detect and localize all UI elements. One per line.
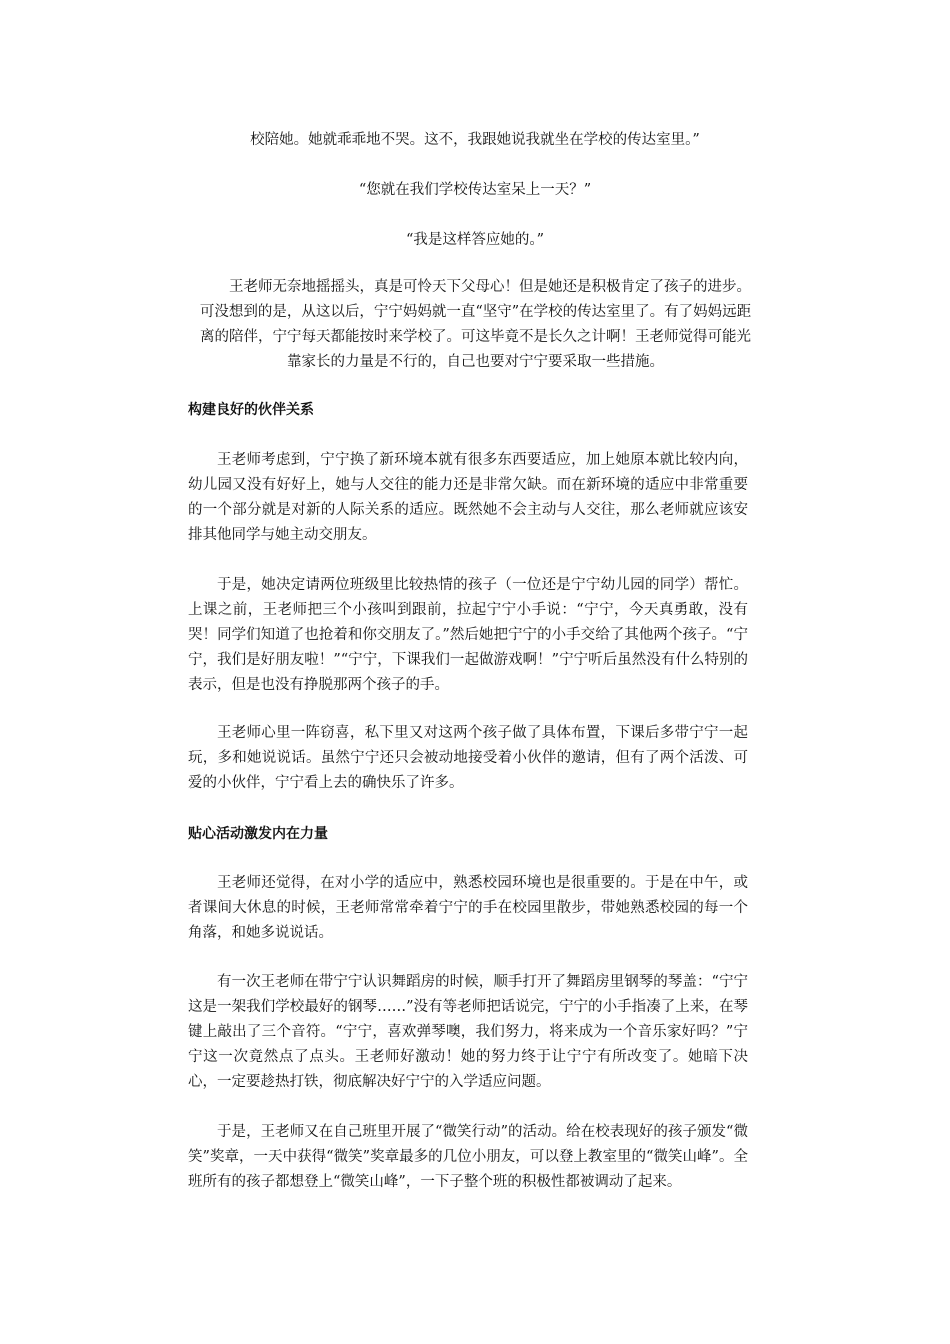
dialogue-line-2: “您就在我们学校传达室呆上一天？” bbox=[358, 182, 592, 198]
dialogue-line-1: 校陪她。她就乖乖地不哭。这不，我跟她说我就坐在学校的传达室里。” bbox=[250, 132, 700, 148]
paragraph-7: 于是，王老师又在自己班里开展了“微笑行动”的活动。给在校表现好的孩子颁发“微笑”奖章，一天中获得“微笑”奖章最多的几位小朋友，可以登上教室里的“微笑山峰”。全班所有的孩子都想登上“微笑山峰”，一下子整个班的积极性都被调动了起来。 bbox=[188, 1124, 748, 1190]
section-heading-1: 构建良好的伙伴关系 bbox=[188, 402, 314, 418]
section-heading-2: 贴心活动激发内在力量 bbox=[188, 826, 328, 842]
paragraph-5: 王老师还觉得，在对小学的适应中，熟悉校园环境也是很重要的。于是在中午，或者课间大休息的时候，王老师常常牵着宁宁的手在校园里散步，带她熟悉校园的每一个角落，和她多说说话。 bbox=[188, 875, 748, 941]
paragraph-2: 王老师考虑到，宁宁换了新环境本就有很多东西要适应，加上她原本就比较内向，幼儿园又没有好好上，她与人交往的能力还是非常欠缺。而在新环境的适应中非常重要的一个部分就是对新的人际关系的适应。既然她不会主动与人交往，那么老师就应该安排其他同学与她主动交朋友。 bbox=[188, 452, 748, 543]
paragraph-4: 王老师心里一阵窃喜，私下里又对这两个孩子做了具体布置，下课后多带宁宁一起玩，多和她说说话。虽然宁宁还只会被动地接受着小伙伴的邀请，但有了两个活泼、可爱的小伙伴，宁宁看上去的确快乐了许多。 bbox=[188, 725, 748, 791]
paragraph-3: 于是，她决定请两位班级里比较热情的孩子（一位还是宁宁幼儿园的同学）帮忙。上课之前，王老师把三个小孩叫到跟前，拉起宁宁小手说：“宁宁，今天真勇敢，没有哭！同学们知道了也抢着和你交朋友了。”然后她把宁宁的小手交给了其他两个孩子。“宁宁，我们是好朋友啦！”“宁宁，下课我们一起做游戏啊！”宁宁听后虽然没有什么特别的表示，但是也没有挣脱那两个孩子的手。 bbox=[188, 577, 748, 693]
paragraph-1: 王老师无奈地摇摇头，真是可怜天下父母心！但是她还是积极肯定了孩子的进步。可没想到的是，从这以后，宁宁妈妈就一直“坚守”在学校的传达室里了。有了妈妈远距离的陪伴，宁宁每天都能按时来学校了。可这毕竟不是长久之计啊！王老师觉得可能光靠家长的力量是不行的，自己也要对宁宁要采取一些措施。 bbox=[199, 279, 752, 370]
dialogue-line-3: “我是这样答应她的。” bbox=[405, 232, 545, 248]
paragraph-6: 有一次王老师在带宁宁认识舞蹈房的时候，顺手打开了舞蹈房里钢琴的琴盖：“宁宁这是一架我们学校最好的钢琴……”没有等老师把话说完，宁宁的小手指凑了上来，在琴键上敲出了三个音符。“宁宁，喜欢弹琴噢，我们努力，将来成为一个音乐家好吗？”宁宁这一次竟然点了点头。王老师好激动！她的努力终于让宁宁有所改变了。她暗下决心，一定要趁热打铁，彻底解决好宁宁的入学适应问题。 bbox=[188, 974, 748, 1090]
